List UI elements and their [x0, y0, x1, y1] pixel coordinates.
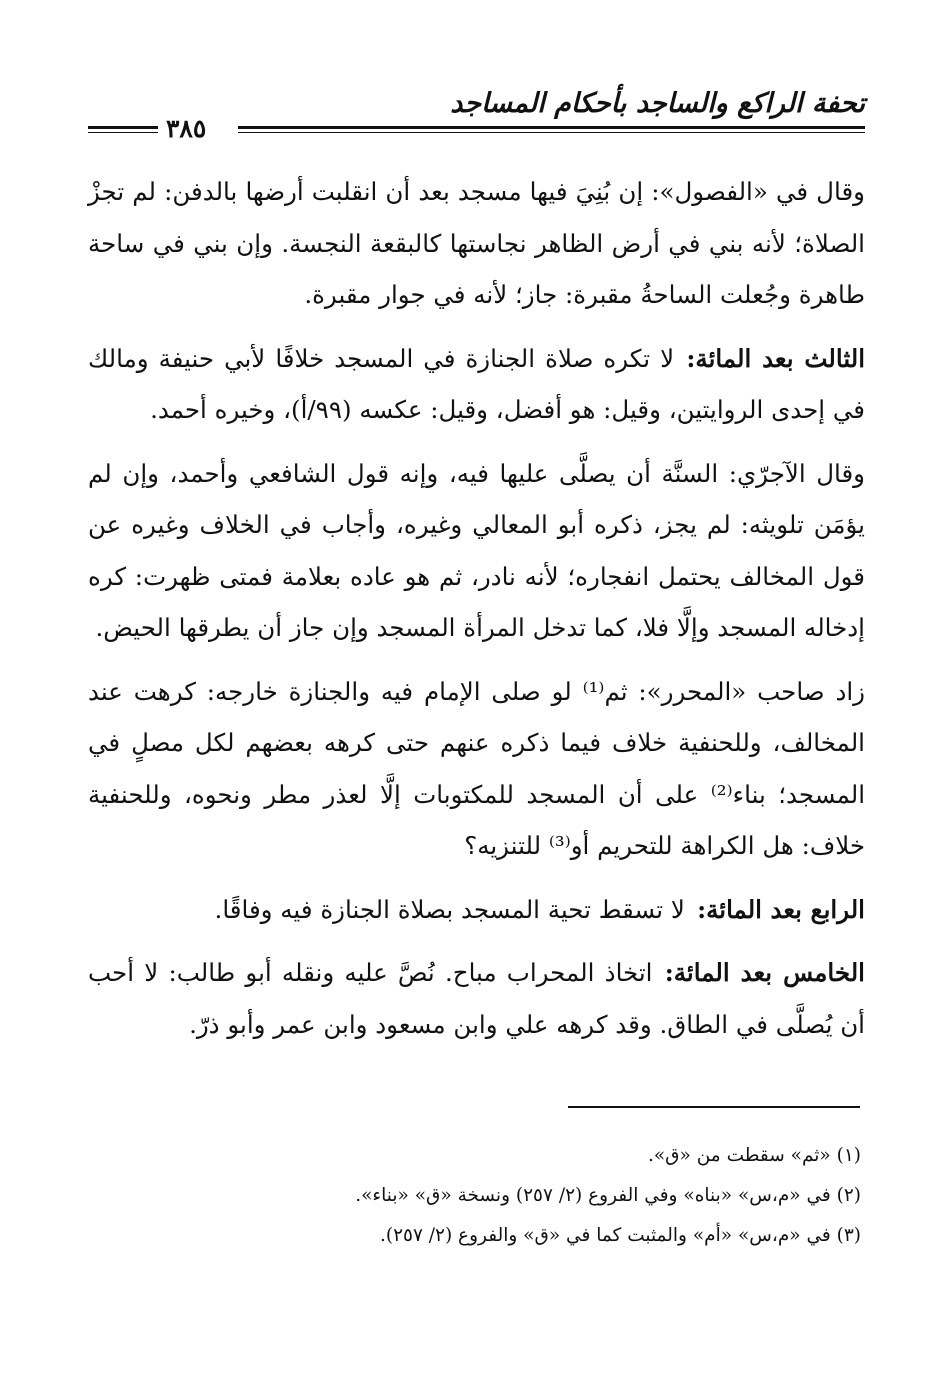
paragraph [88, 166, 865, 321]
section-heading: الرابع بعد المائة: [697, 894, 865, 924]
section-heading: الخامس بعد المائة: [664, 958, 865, 987]
page-header [88, 80, 865, 143]
footnote: (١) «ثم» سقطت من «ق». [647, 1145, 861, 1166]
footnote-separator [568, 1106, 860, 1108]
main-text [88, 166, 865, 1062]
paragraph-text: اتخاذ المحراب مباح. نُصَّ عليه ونقله أبو طالب: لا أحب أن يُصلَّى في الطاق. وقد كرهه علي وابن مسعود وابن عمر وأبو ذرّ. [88, 958, 865, 1039]
header-rule [238, 126, 865, 133]
paragraph [88, 947, 865, 1050]
header-rule-short [88, 126, 158, 133]
footnote: (٢) في «م،س» «بناه» وفي الفروع (٢/ ٢٥٧) ونسخة «ق» «بناء». [355, 1185, 861, 1206]
paragraph-text: لا تسقط تحية المسجد بصلاة الجنازة فيه وفاقًا. [214, 894, 685, 924]
paragraph [88, 666, 865, 872]
paragraph-text: لا تكره صلاة الجنازة في المسجد خلافًا لأبي حنيفة ومالك في إحدى الروايتين، وقيل: هو أفضل، وقيل: عكسه (٩٩/أ)، وخيره أحمد. [88, 343, 865, 424]
footnote: (٣) في «م،س» «أم» والمثبت كما في «ق» والفروع (٢/ ٢٥٧). [379, 1225, 861, 1246]
paragraph-text: وقال الآجرّي: السنَّة أن يصلَّى عليها فيه، وإنه قول الشافعي وأحمد، وإن لم يؤمَن تلويثه: لم يجز، ذكره أبو المعالي وغيره، وأجاب في الخلاف وغيره عن قول المخالف يحتمل انفجاره؛ لأنه نادر، ثم هو عاده بعلامة فمتى ظهرت: كره إدخاله المسجد وإلَّا فلا، كما تدخل المرأة المسجد وإن جاز أن يطرقها الحيض. [88, 458, 865, 642]
paragraph [88, 884, 865, 936]
paragraph [88, 448, 865, 654]
paragraph-text: وقال في «الفصول»: إن بُنِيَ فيها مسجد بعد أن انقلبت أرضها بالدفن: لم تجزْ الصلاة؛ لأنه بني في أرض الظاهر نجاستها كالبقعة النجسة. وإن بني في ساحة طاهرة وجُعلت الساحةُ مقبرة: جاز؛ لأنه في جوار مقبرة. [88, 177, 865, 309]
paragraph-text: زاد صاحب «المحرر»: ثم⁽¹⁾ لو صلى الإمام فيه والجنازة خارجه: كرهت عند المخالف، وللحنفية خلاف فيما ذكره عنهم حتى كرهه بعضهم لكل مصلٍ في المسجد؛ بناء⁽²⁾ على أن المسجد للمكتوبات إلَّا لعذر مطر ونحوه، وللحنفية خلاف: هل الكراهة للتحريم أو⁽³⁾ للتنزيه؟ [88, 676, 866, 860]
footnotes [88, 1136, 861, 1256]
paragraph [88, 333, 865, 436]
page-number: ٣٨٥ [166, 114, 207, 143]
section-heading: الثالث بعد المائة: [686, 343, 865, 373]
running-title: تحفة الراكع والساجد بأحكام المساجد [450, 88, 865, 119]
